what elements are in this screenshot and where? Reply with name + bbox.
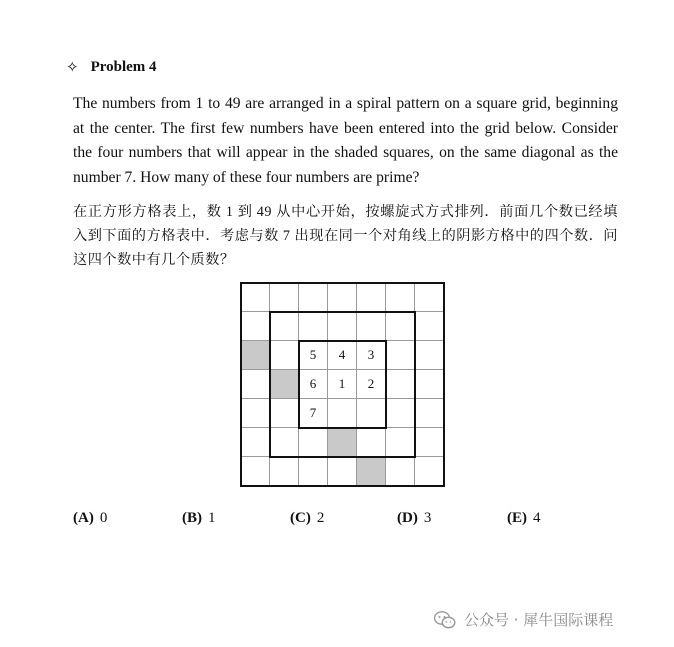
grid-cell [415,283,444,312]
grid-cell [386,370,415,399]
answer-choice-b[interactable] [182,510,216,527]
answer-choice-d[interactable] [397,510,431,527]
answer-value: 3 [423,510,432,526]
grid-cell [241,283,270,312]
grid-cell [270,399,299,428]
grid-cell [270,428,299,457]
answer-value: 1 [208,510,216,526]
answer-value: 0 [99,510,108,526]
grid-cell [241,457,270,486]
grid-cell [386,457,415,486]
grid-cell [241,370,270,399]
problem-title: Problem 4 [90,59,157,75]
problem-text-chinese: 在正方形方格表上，数 1 到 49 从中心开始，按螺旋式方式排列．前面几个数已经填入到下面的方格表中．考虑与数 7 出现在同一个对角线上的阴影方格中的四个数．问这四个数中有几个质数？ [73,204,618,268]
grid-cell [386,428,415,457]
answer-label: (E) [507,510,527,526]
grid-cell [415,428,444,457]
grid-cell [328,312,357,341]
grid-cell [386,283,415,312]
grid-cell-number: 3 [357,341,386,370]
grid-cell [415,370,444,399]
grid-cell-shaded [357,457,386,486]
grid-cell [415,312,444,341]
answer-choice-a[interactable] [73,510,107,527]
answer-label: (C) [290,510,311,526]
grid-cell-number: 5 [299,341,328,370]
grid-cell [270,457,299,486]
watermark [434,609,613,630]
wechat-icon [434,611,456,629]
grid-cell [241,399,270,428]
grid-cell [386,341,415,370]
problem-heading [66,58,157,77]
grid-cells [241,283,444,486]
grid-cell [328,457,357,486]
grid-cell [299,428,328,457]
answer-label: (D) [397,510,418,526]
grid-cell [270,341,299,370]
grid-cell [357,283,386,312]
grid-cell [299,312,328,341]
grid-cell-shaded [270,370,299,399]
grid-cell [241,428,270,457]
grid-cell-shaded [241,341,270,370]
grid-cell [270,283,299,312]
grid-cell [328,399,357,428]
grid-cell [415,341,444,370]
answer-choice-c[interactable] [290,510,324,527]
grid-cell-number: 2 [357,370,386,399]
grid-cell [270,312,299,341]
grid-cell-number: 6 [299,370,328,399]
answer-choice-e[interactable] [507,510,541,527]
spiral-grid [241,283,444,486]
grid-cell [415,457,444,486]
grid-cell [386,399,415,428]
answer-value: 2 [316,510,325,526]
grid-cell [415,399,444,428]
grid-cell [328,283,357,312]
grid-cell [299,457,328,486]
grid-cell [357,428,386,457]
answer-label: (B) [182,510,202,526]
grid-cell-number: 1 [328,370,357,399]
four-point-star-icon: ✧ [66,60,79,76]
answer-value: 4 [533,510,541,526]
grid-cell [386,312,415,341]
watermark-text: 公众号 · 犀牛国际课程 [464,611,614,629]
grid-cell [357,399,386,428]
grid-cell-number: 7 [299,399,328,428]
problem-text-english: The numbers from 1 to 49 are arranged in a spiral pattern on a square grid, beginning at the center. The first few numbers have been entered into the grid below. Consider the four numbers that will appear in the shaded squares, on the same diagonal as the number 7. How many of these four numbers are prime? [73,95,618,186]
answer-label: (A) [73,510,94,526]
grid-cell-shaded [328,428,357,457]
grid-cell-number: 4 [328,341,357,370]
grid-cell [357,312,386,341]
grid-cell [241,312,270,341]
grid-cell [299,283,328,312]
